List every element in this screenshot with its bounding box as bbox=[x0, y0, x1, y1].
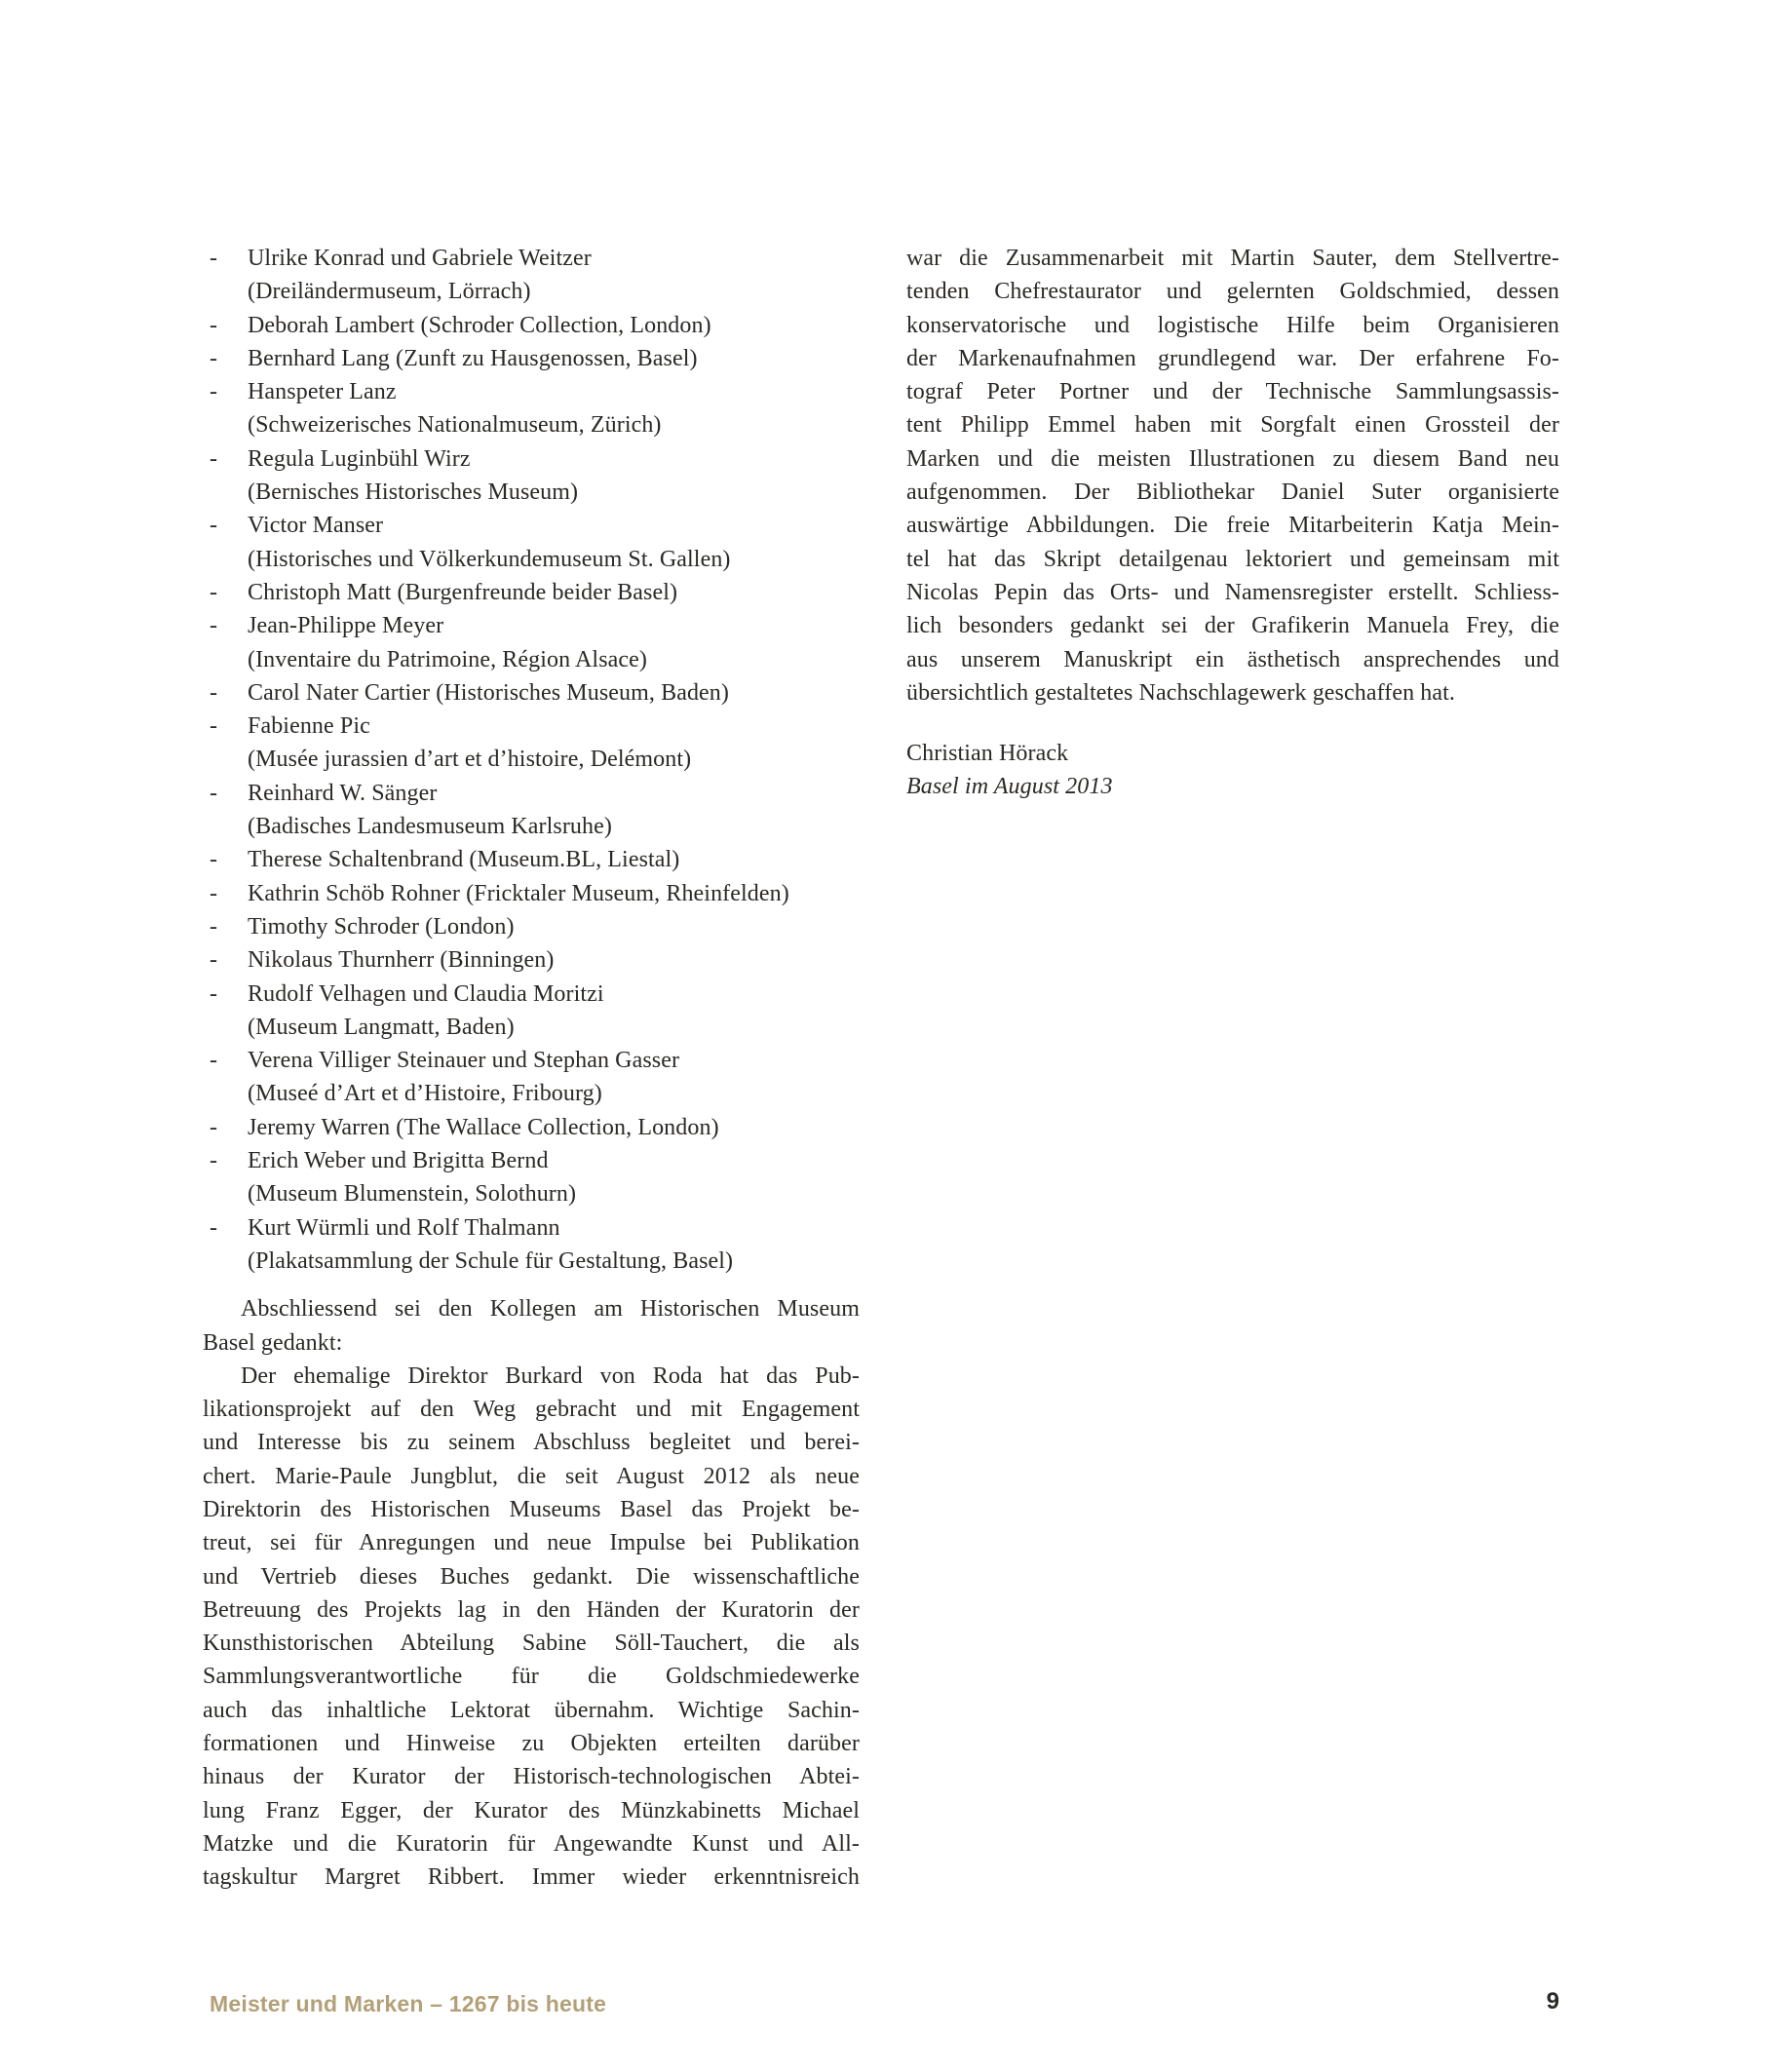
list-item-lines bbox=[248, 843, 860, 876]
text-line: (Schweizerisches Nationalmuseum, Zürich) bbox=[248, 412, 662, 439]
list-item-lines bbox=[248, 710, 860, 777]
text-line: Fabienne Pic bbox=[248, 713, 370, 740]
list-dash-marker: - bbox=[210, 980, 218, 1007]
list-item-lines bbox=[248, 609, 860, 676]
text-line: Regula Luginbühl Wirz bbox=[248, 445, 471, 472]
text-line: Victor Manser bbox=[248, 513, 384, 539]
text-line: chert. Marie-Paule Jungblut, die seit August 2012 als neue bbox=[203, 1463, 860, 1489]
list-item-lines bbox=[248, 978, 860, 1045]
text-line: und Interesse bis zu seinem Abschluss begleitet und berei- bbox=[203, 1430, 860, 1456]
list-dash-marker: - bbox=[210, 1114, 218, 1140]
list-dash-marker: - bbox=[210, 312, 218, 338]
text-line: Deborah Lambert (Schroder Collection, London) bbox=[248, 312, 711, 338]
text-line: formationen und Hinweise zu Objekten erteilten darüber bbox=[203, 1731, 860, 1757]
list-item-lines bbox=[248, 242, 860, 309]
paragraph bbox=[203, 1292, 860, 1360]
list-item bbox=[203, 375, 860, 442]
right-column bbox=[906, 242, 1559, 804]
text-line: Reinhard W. Sänger bbox=[248, 780, 438, 806]
text-line: Matzke und die Kuratorin für Angewandte Kunst und All- bbox=[203, 1830, 860, 1857]
list-dash-marker: - bbox=[210, 445, 218, 472]
text-line: Hanspeter Lanz bbox=[248, 379, 397, 405]
text-line: Timothy Schroder (London) bbox=[248, 913, 515, 940]
list-item-lines bbox=[248, 1044, 860, 1111]
list-dash-marker: - bbox=[210, 379, 218, 405]
list-item-lines bbox=[248, 1144, 860, 1211]
list-item bbox=[203, 242, 860, 309]
text-line: tagskultur Margret Ribbert. Immer wieder erkenntnisreich bbox=[203, 1864, 860, 1891]
list-item-lines bbox=[248, 943, 860, 977]
text-line: tel hat das Skript detailgenau lektoriert und gemeinsam mit bbox=[906, 546, 1559, 572]
text-line: Bernhard Lang (Zunft zu Hausgenossen, Basel) bbox=[248, 345, 698, 371]
list-item-lines bbox=[248, 910, 860, 943]
list-dash-marker: - bbox=[210, 513, 218, 539]
list-dash-marker: - bbox=[210, 847, 218, 873]
list-item-lines bbox=[248, 375, 860, 442]
text-line: Erich Weber und Brigitta Bernd bbox=[248, 1148, 549, 1174]
text-line: auch das inhaltliche Lektorat übernahm. Wichtige Sachin- bbox=[203, 1697, 860, 1723]
list-dash-marker: - bbox=[210, 1148, 218, 1174]
list-dash-marker: - bbox=[210, 1214, 218, 1241]
text-line: Marken und die meisten Illustrationen zu diesem Band neu bbox=[906, 445, 1559, 472]
list-item-lines bbox=[248, 576, 860, 609]
text-line: der Markenaufnahmen grundlegend war. Der erfahrene Fo- bbox=[906, 345, 1559, 371]
list-item bbox=[203, 843, 860, 876]
text-line: Abschliessend sei den Kollegen am Historischen Museum bbox=[241, 1296, 860, 1323]
list-dash-marker: - bbox=[210, 880, 218, 906]
list-dash-marker: - bbox=[210, 713, 218, 740]
list-item bbox=[203, 1044, 860, 1111]
text-line: (Museum Langmatt, Baden) bbox=[248, 1014, 515, 1040]
text-line: Rudolf Velhagen und Claudia Moritzi bbox=[248, 980, 604, 1007]
list-item-lines bbox=[248, 309, 860, 342]
text-line: (Badisches Landesmuseum Karlsruhe) bbox=[248, 814, 612, 840]
text-line: aufgenommen. Der Bibliothekar Daniel Suter organisierte bbox=[906, 480, 1559, 506]
list-item-lines bbox=[248, 877, 860, 910]
text-line: (Dreiländermuseum, Lörrach) bbox=[248, 279, 531, 305]
text-line: hinaus der Kurator der Historisch-technologischen Abtei- bbox=[203, 1764, 860, 1790]
list-dash-marker: - bbox=[210, 679, 218, 706]
text-line: Carol Nater Cartier (Historisches Museum, Baden) bbox=[248, 679, 729, 706]
text-line: tenden Chefrestaurator und gelernten Goldschmied, dessen bbox=[906, 279, 1559, 305]
text-line: Kunsthistorischen Abteilung Sabine Söll-Tauchert, die als bbox=[203, 1631, 860, 1657]
list-item bbox=[203, 1144, 860, 1211]
list-dash-marker: - bbox=[210, 345, 218, 371]
list-item bbox=[203, 978, 860, 1045]
list-item bbox=[203, 943, 860, 977]
text-line: Jeremy Warren (The Wallace Collection, London) bbox=[248, 1114, 719, 1140]
text-line: lung Franz Egger, der Kurator des Münzkabinetts Michael bbox=[203, 1797, 860, 1823]
list-item bbox=[203, 777, 860, 844]
text-line: (Museé d’Art et d’Histoire, Fribourg) bbox=[248, 1081, 602, 1107]
text-line: aus unserem Manuskript ein ästhetisch ansprechendes und bbox=[906, 646, 1559, 672]
text-line: Direktorin des Historischen Museums Basel das Projekt be- bbox=[203, 1496, 860, 1522]
contributors-list bbox=[203, 242, 860, 1278]
signature-name: Christian Hörack bbox=[906, 741, 1069, 767]
list-dash-marker: - bbox=[210, 947, 218, 974]
list-dash-marker: - bbox=[210, 913, 218, 940]
text-line: Nicolas Pepin das Orts- und Namensregister erstellt. Schliess- bbox=[906, 579, 1559, 605]
continuation-paragraphs bbox=[906, 242, 1559, 710]
text-line: lich besonders gedankt sei der Grafikerin Manuela Frey, die bbox=[906, 613, 1559, 639]
text-line: Nikolaus Thurnherr (Binningen) bbox=[248, 947, 555, 974]
text-line: (Museum Blumenstein, Solothurn) bbox=[248, 1181, 577, 1208]
list-dash-marker: - bbox=[210, 1048, 218, 1074]
text-line: Ulrike Konrad und Gabriele Weitzer bbox=[248, 246, 592, 271]
list-item bbox=[203, 309, 860, 342]
paragraph bbox=[906, 242, 1559, 710]
list-item bbox=[203, 1111, 860, 1144]
text-line: Betreuung des Projekts lag in den Händen der Kuratorin der bbox=[203, 1596, 860, 1623]
list-item-lines bbox=[248, 777, 860, 844]
list-item-lines bbox=[248, 442, 860, 510]
list-dash-marker: - bbox=[210, 246, 218, 271]
paragraph bbox=[203, 1360, 860, 1895]
list-item-lines bbox=[248, 676, 860, 710]
list-item bbox=[203, 1211, 860, 1279]
text-line: likationsprojekt auf den Weg gebracht und mit Engagement bbox=[203, 1397, 860, 1423]
text-line: (Bernisches Historisches Museum) bbox=[248, 480, 579, 506]
list-item bbox=[203, 342, 860, 375]
list-item-lines bbox=[248, 1111, 860, 1144]
footer-running-title: Meister und Marken – 1267 bis heute bbox=[210, 1991, 607, 2016]
text-line: Sammlungsverantwortliche für die Goldschmiedewerke bbox=[203, 1664, 860, 1690]
text-line: (Inventaire du Patrimoine, Région Alsace) bbox=[248, 646, 647, 672]
text-line: Kathrin Schöb Rohner (Fricktaler Museum, Rheinfelden) bbox=[248, 880, 789, 906]
text-line: war die Zusammenarbeit mit Martin Sauter, dem Stellvertre- bbox=[906, 246, 1559, 271]
text-line: Der ehemalige Direktor Burkard von Roda hat das Pub- bbox=[241, 1362, 860, 1389]
text-line: treut, sei für Anregungen und neue Impulse bei Publikation bbox=[203, 1530, 860, 1556]
list-item-lines bbox=[248, 1211, 860, 1279]
left-column bbox=[203, 242, 860, 1895]
list-item bbox=[203, 877, 860, 910]
acknowledgement-paragraphs bbox=[203, 1292, 860, 1894]
text-line: auswärtige Abbildungen. Die freie Mitarbeiterin Katja Mein- bbox=[906, 513, 1559, 539]
text-line: Christoph Matt (Burgenfreunde beider Basel) bbox=[248, 579, 678, 605]
list-item bbox=[203, 710, 860, 777]
list-item bbox=[203, 609, 860, 676]
text-line: (Plakatsammlung der Schule für Gestaltung, Basel) bbox=[248, 1247, 734, 1274]
list-dash-marker: - bbox=[210, 579, 218, 605]
list-item bbox=[203, 509, 860, 576]
page-number: 9 bbox=[1546, 1988, 1559, 2014]
signature-date: Basel im August 2013 bbox=[906, 774, 1113, 800]
text-line: Verena Villiger Steinauer und Stephan Gasser bbox=[248, 1048, 680, 1074]
text-line: Basel gedankt: bbox=[203, 1329, 343, 1356]
text-line: konservatorische und logistische Hilfe beim Organisieren bbox=[906, 312, 1559, 338]
list-item-lines bbox=[248, 342, 860, 375]
signature-block bbox=[906, 737, 1559, 804]
list-item bbox=[203, 910, 860, 943]
list-item-lines bbox=[248, 509, 860, 576]
text-line: (Musée jurassien d’art et d’histoire, Delémont) bbox=[248, 747, 692, 773]
text-line: übersichtlich gestaltetes Nachschlagewerk geschaffen hat. bbox=[906, 679, 1456, 706]
list-item bbox=[203, 676, 860, 710]
text-line: tograf Peter Portner und der Technische Sammlungsassis- bbox=[906, 379, 1559, 405]
list-dash-marker: - bbox=[210, 780, 218, 806]
text-line: und Vertrieb dieses Buches gedankt. Die wissenschaftliche bbox=[203, 1563, 860, 1590]
text-line: Kurt Würmli und Rolf Thalmann bbox=[248, 1214, 560, 1241]
text-line: (Historisches und Völkerkundemuseum St. Gallen) bbox=[248, 546, 731, 572]
text-line: Therese Schaltenbrand (Museum.BL, Liestal) bbox=[248, 847, 680, 873]
list-item bbox=[203, 442, 860, 510]
text-line: tent Philipp Emmel haben mit Sorgfalt einen Grossteil der bbox=[906, 412, 1559, 439]
list-item bbox=[203, 576, 860, 609]
text-line: Jean-Philippe Meyer bbox=[248, 613, 444, 639]
list-dash-marker: - bbox=[210, 613, 218, 639]
